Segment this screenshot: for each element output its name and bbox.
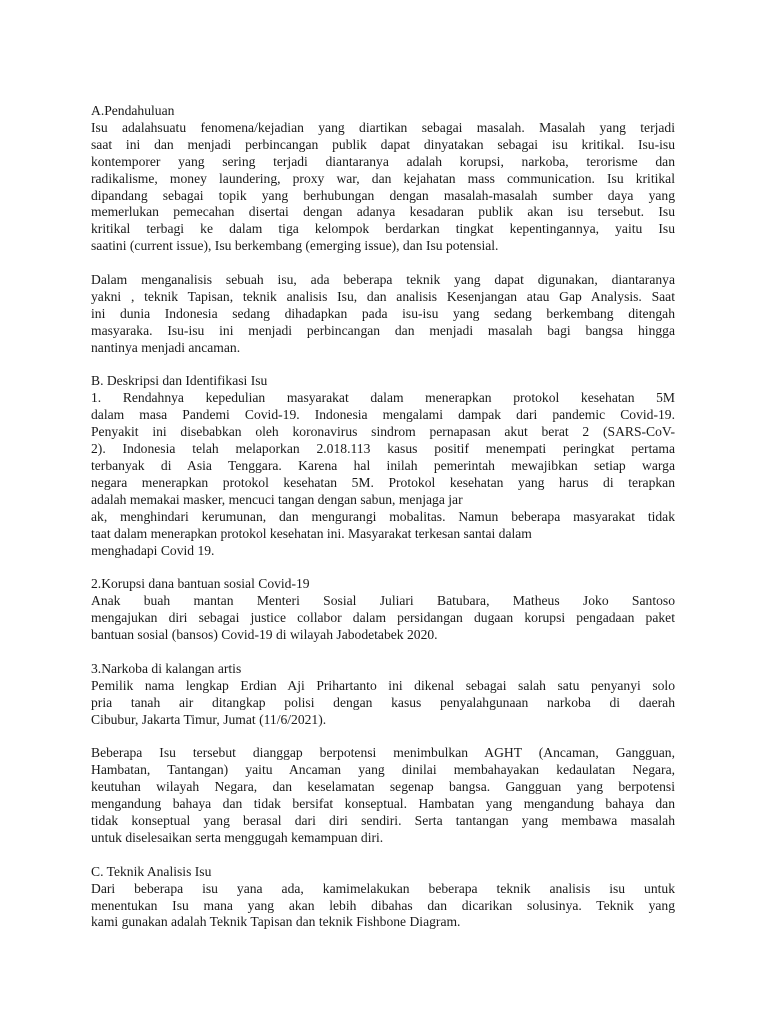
- text-line: untuk diselesaikan serta menggugah kemampuan diri.: [91, 829, 384, 845]
- text-line: mengajukan diri sebagai justice collabor dalam persidangan dugaan korupsi pengadaan paket: [91, 610, 675, 626]
- text-line: memerlukan pemecahan disertai dengan adanya kesadaran publik akan isu tersebut. Isu: [91, 204, 675, 220]
- text-line: menghadapi Covid 19.: [91, 542, 215, 558]
- document-page: [91, 103, 675, 931]
- text-line: saatini (current issue), Isu berkembang (emerging issue), dan Isu potensial.: [91, 238, 499, 254]
- text-line: dipandang sebagai topik yang berhubungan dengan masalah-masalah sumber daya yang: [91, 187, 675, 203]
- heading-pendahuluan: A.Pendahuluan: [91, 103, 175, 118]
- text-line: pria tanah air ditangkap polisi dengan kasus penyalahgunaan narkoba di daerah: [91, 694, 675, 710]
- text-line: Cibubur, Jakarta Timur, Jumat (11/6/2021).: [91, 711, 327, 727]
- text-line: nantinya menjadi ancaman.: [91, 339, 241, 355]
- text-line: ini dunia Indonesia sedang dihadapkan pada isu-isu yang sedang berkembang ditengah: [91, 305, 675, 321]
- text-line: terbanyak di Asia Tenggara. Karena hal inilah pemerintah mewajibkan setiap warga: [91, 458, 675, 473]
- text-line: Hambatan, Tantangan) yaitu Ancaman yang dinilai membahayakan kedaulatan Negara,: [91, 762, 675, 778]
- text-line: Dalam menganalisis sebuah isu, ada beberapa teknik yang dapat digunakan, diantaranya: [91, 272, 675, 288]
- text-line: masyaraka. Isu-isu ini menjadi perbincangan dan menjadi masalah bagi bangsa hingga: [91, 322, 675, 338]
- text-line: ak, menghindari kerumunan, dan mengurangi mobalitas. Namun beberapa masyarakat tidak: [91, 508, 675, 524]
- section-deskripsi: [91, 373, 675, 559]
- text-line: dalam masa Pandemi Covid-19. Indonesia mengalami dampak dari pandemic Covid-19.: [91, 407, 675, 423]
- section-narkoba: [91, 661, 675, 729]
- heading-deskripsi: B. Deskripsi dan Identifikasi Isu: [91, 373, 268, 389]
- text-line: 1. Rendahnya kepedulian masyarakat dalam menerapkan protokol kesehatan 5M: [91, 390, 675, 406]
- heading-korupsi: 2.Korupsi dana bantuan sosial Covid-19: [91, 576, 310, 592]
- text-line: bantuan sosial (bansos) Covid-19 di wilayah Jabodetabek 2020.: [91, 627, 438, 643]
- text-line: kontemporer yang sering terjadi diantaranya adalah korupsi, narkoba, terorisme dan: [91, 153, 675, 169]
- text-line: Isu adalahsuatu fenomena/kejadian yang diartikan sebagai masalah. Masalah yang terjadi: [91, 119, 675, 135]
- text-line: Anak buah mantan Menteri Sosial Juliari Batubara, Matheus Joko Santoso: [91, 593, 675, 609]
- heading-narkoba: 3.Narkoba di kalangan artis: [91, 660, 242, 676]
- text-line: menentukan Isu mana yang akan lebih dibahas dan dicarikan solusinya. Teknik yang: [91, 897, 675, 913]
- text-line: kritikal terbagi ke dalam tiga kelompok berdarkan tingkat kepentingannya, yaitu Isu: [91, 221, 675, 237]
- text-line: tidak konseptual yang berasal dari diri sendiri. Serta tantangan yang membawa masalah: [91, 812, 675, 828]
- section-aght: [91, 745, 675, 846]
- text-line: adalah memakai masker, mencuci tangan dengan sabun, menjaga jar: [91, 491, 463, 507]
- text-line: saat ini dan menjadi perbincangan publik dapat dinyatakan sebagai isu kritikal. Isu-isu: [91, 136, 675, 152]
- text-line: taat dalam menerapkan protokol kesehatan ini. Masyarakat terkesan santai dalam: [91, 525, 532, 541]
- text-line: negara menerapkan protokol kesehatan 5M. Protokol kesehatan yang harus di terapkan: [91, 474, 675, 490]
- text-line: yakni , teknik Tapisan, teknik analisis Isu, dan analisis Kesenjangan atau Gap Analysis. Saat: [91, 288, 675, 304]
- section-teknik-analisis: [91, 864, 675, 932]
- text-line: mengandung bahaya dan tidak bersifat konseptual. Hambatan yang mengandung bahaya dan: [91, 796, 675, 812]
- section-analisis-paragraph: [91, 272, 675, 357]
- heading-teknik-analisis: C. Teknik Analisis Isu: [91, 863, 212, 879]
- section-pendahuluan: [91, 103, 675, 255]
- text-line: Beberapa Isu tersebut dianggap berpotensi menimbulkan AGHT (Ancaman, Gangguan,: [91, 745, 675, 761]
- text-line: Penyakit ini disebabkan oleh koronavirus sindrom pernapasan akut berat 2 (SARS-CoV-: [91, 424, 675, 440]
- text-line: radikalisme, money laundering, proxy war, dan kejahatan mass communication. Isu kritikal: [91, 170, 675, 186]
- text-line: kami gunakan adalah Teknik Tapisan dan teknik Fishbone Diagram.: [91, 914, 461, 930]
- text-line: Pemilik nama lengkap Erdian Aji Prihartanto ini dikenal sebagai salah satu penyanyi solo: [91, 677, 675, 693]
- text-line: 2). Indonesia telah melaporkan 2.018.113 kasus positif menempati peringkat pertama: [91, 441, 675, 457]
- section-korupsi: [91, 576, 675, 644]
- text-line: Dari beberapa isu yana ada, kamimelakukan beberapa teknik analisis isu untuk: [91, 880, 675, 896]
- text-line: keutuhan wilayah Negara, dan keselamatan segenap bangsa. Gangguan yang berpotensi: [91, 779, 675, 795]
